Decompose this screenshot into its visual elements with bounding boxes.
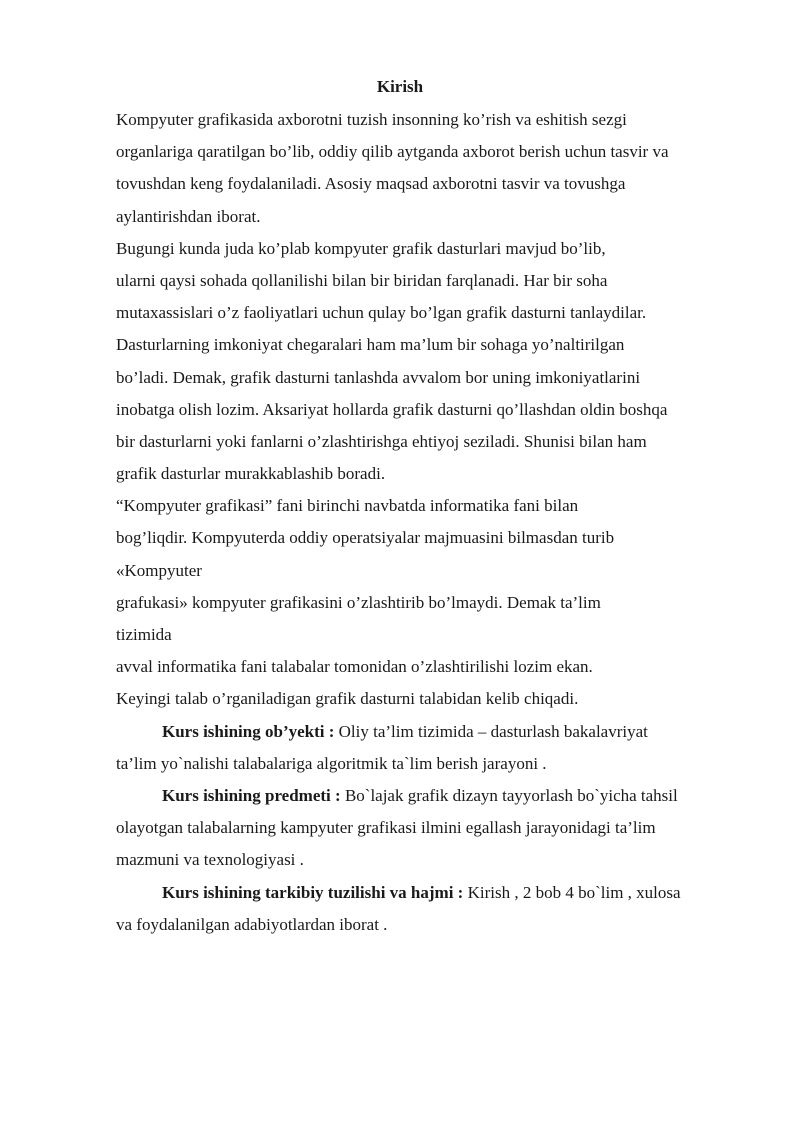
paragraph-line: bir dasturlarni yoki fanlarni o’zlashtirishga ehtiyoj seziladi. Shunisi bilan ham bbox=[116, 431, 647, 451]
paragraph-line: Bugungi kunda juda ko’plab kompyuter grafik dasturlari mavjud bo’lib, bbox=[116, 238, 606, 258]
paragraph-line: Kompyuter grafikasida axborotni tuzish insonning ko’rish va eshitish sezgi bbox=[116, 110, 627, 129]
paragraph-line: bog’liqdir. Kompyuterda oddiy operatsiyalar majmuasini bilmasdan turib bbox=[116, 528, 615, 548]
course-structure-label: Kurs ishining tarkibiy tuzilishi va hajmi : bbox=[162, 882, 464, 902]
course-subject-text: Bo`lajak grafik dizayn tayyorlash bo`yicha tahsil bbox=[340, 785, 678, 805]
course-structure-line: va foydalanilgan adabiyotlardan iborat . bbox=[116, 914, 388, 934]
course-object-line bbox=[116, 719, 756, 751]
course-object-line: ta’lim yo`nalishi talabalariga algoritmik ta`lim berish jarayoni . bbox=[116, 753, 547, 773]
paragraph-line: grafukasi» kompyuter grafikasini o’zlashtirib bo’lmaydi. Demak ta’lim bbox=[116, 592, 601, 612]
paragraph-line: ularni qaysi sohada qollanilishi bilan bir biridan farqlanadi. Har bir soha bbox=[116, 270, 608, 290]
course-object-label: Kurs ishining ob’yekti : bbox=[162, 721, 335, 741]
paragraph-line: “Kompyuter grafikasi” fani birinchi navbatda informatika fani bilan bbox=[116, 496, 579, 516]
paragraph-line: aylantirishdan iborat. bbox=[116, 206, 261, 226]
paragraph-line: Keyingi talab o’rganiladigan grafik dasturni talabidan kelib chiqadi. bbox=[116, 689, 579, 709]
course-structure-line bbox=[116, 880, 756, 912]
paragraph-line: avval informatika fani talabalar tomonidan o’zlashtirilishi lozim ekan. bbox=[116, 657, 593, 677]
course-subject-line: olayotgan talabalarning kampyuter grafikasi ilmini egallash jarayonidagi ta’lim bbox=[116, 818, 656, 838]
page-title: Kirish bbox=[376, 77, 424, 96]
paragraph-line: mutaxassislari o’z faoliyatlari uchun qulay bo’lgan grafik dasturni tanlaydilar. bbox=[116, 303, 647, 323]
paragraph-line: Dasturlarning imkoniyat chegaralari ham ma’lum bir sohaga yo’naltirilgan bbox=[116, 335, 625, 355]
paragraph-line: tovushdan keng foydalaniladi. Asosiy maqsad axborotni tasvir va tovushga bbox=[116, 174, 626, 194]
course-subject-label: Kurs ishining predmeti : bbox=[162, 785, 341, 805]
paragraph-line: grafik dasturlar murakkablashib boradi. bbox=[116, 464, 386, 484]
paragraph-line: inobatga olish lozim. Aksariyat hollarda grafik dasturni qo’llashdan oldin boshqa bbox=[116, 399, 668, 419]
course-structure-text: Kirish , 2 bob 4 bo`lim , xulosa bbox=[463, 882, 681, 902]
paragraph-line: organlariga qaratilgan bo’lib, oddiy qilib aytganda axborot berish uchun tasvir va bbox=[116, 142, 669, 162]
paragraph-line: bo’ladi. Demak, grafik dasturni tanlashda avvalom bor uning imkoniyatlarini bbox=[116, 367, 641, 387]
course-object-text: Oliy ta’lim tizimida – dasturlash bakalavriyat bbox=[334, 721, 648, 741]
paragraph-line: tizimida bbox=[116, 625, 172, 644]
paragraph-line: «Kompyuter bbox=[116, 560, 202, 580]
document-body bbox=[116, 107, 756, 944]
course-subject-line bbox=[116, 783, 756, 815]
course-subject-line: mazmuni va texnologiyasi . bbox=[116, 850, 304, 870]
